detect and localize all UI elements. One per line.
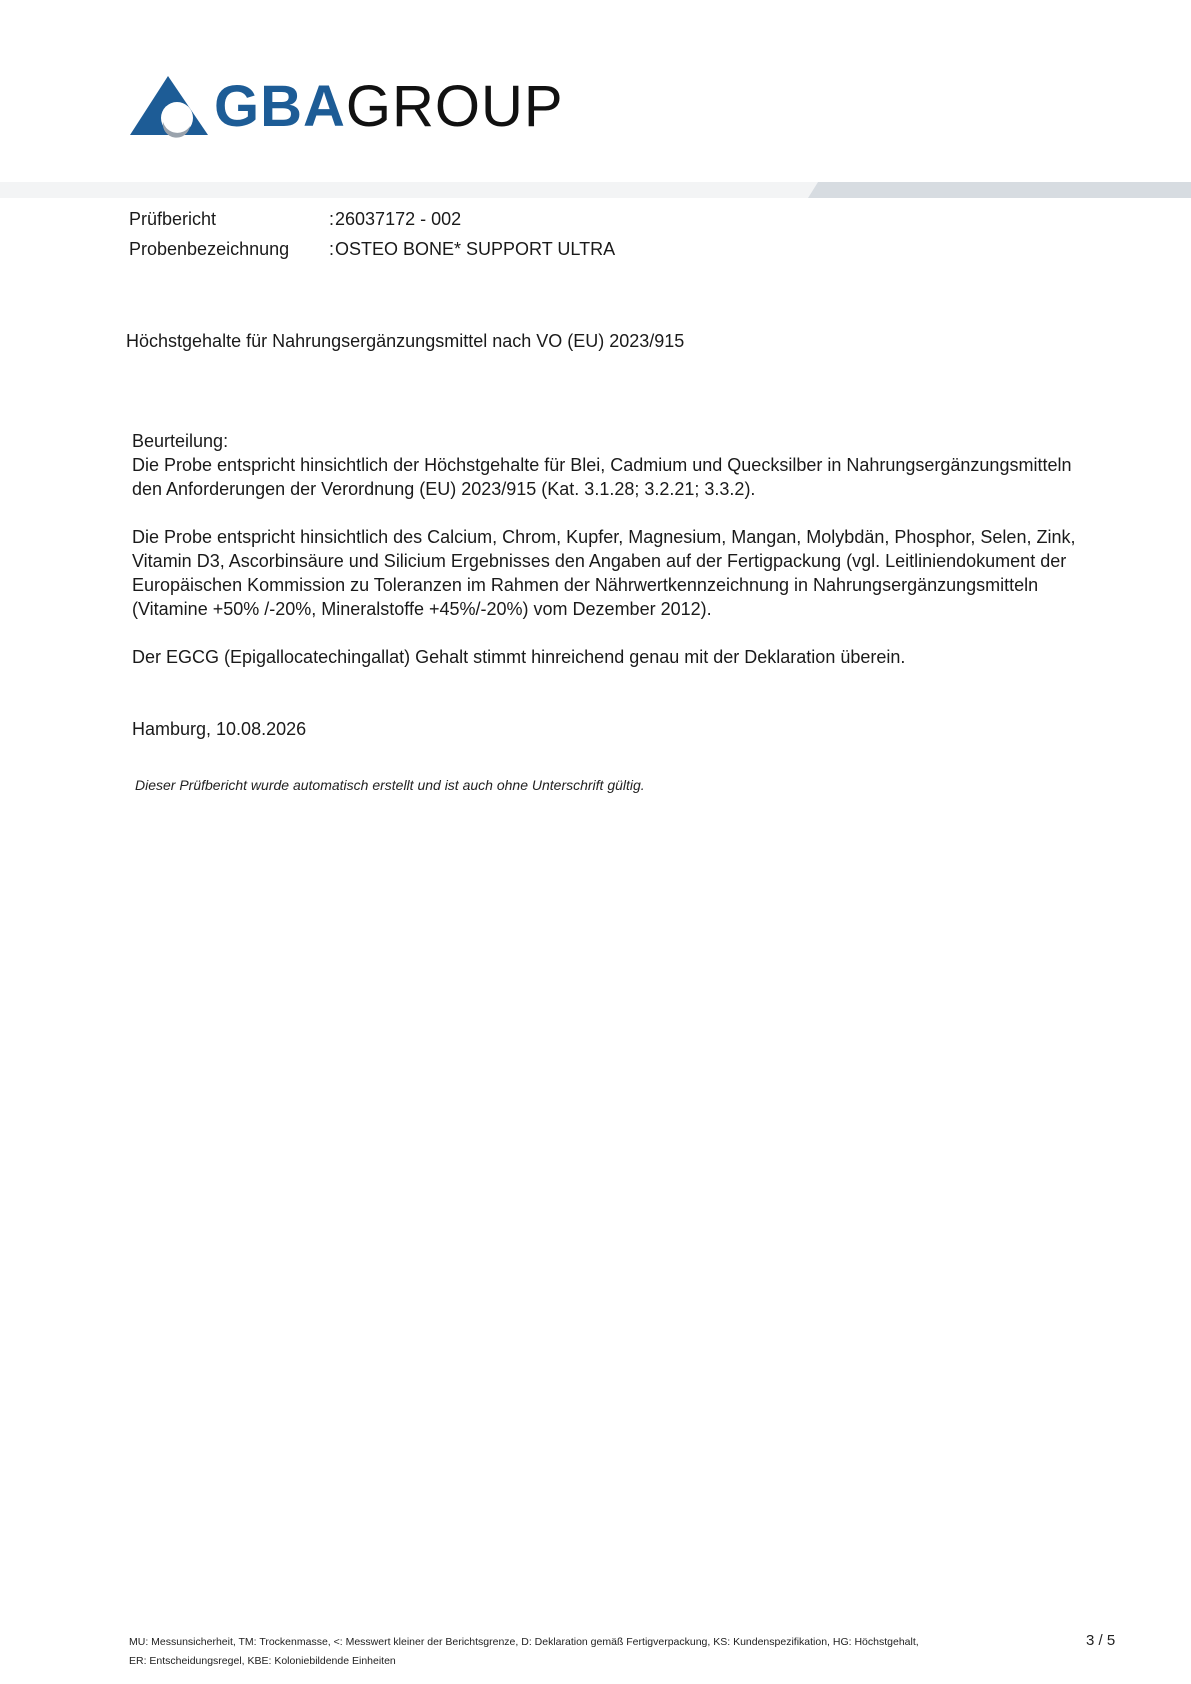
sample-name-colon: : (329, 239, 335, 259)
logo-text-gba: GBA (214, 74, 346, 139)
footer-legend-line-2: ER: Entscheidungsregel, KBE: Koloniebildende Einheiten (129, 1655, 396, 1667)
assessment-block (132, 429, 1092, 501)
footer-abbreviation-legend (129, 1633, 989, 1671)
report-number-colon: : (329, 209, 335, 229)
gba-logo-mark-icon (130, 76, 208, 138)
regulation-heading: Höchstgehalte für Nahrungsergänzungsmittel nach VO (EU) 2023/915 (126, 331, 685, 351)
assessment-paragraph-heavy-metals: Die Probe entspricht hinsichtlich der Höchstgehalte für Blei, Cadmium und Quecksilber in Nahrungsergänzungsmitteln den Anforderungen der Verordnung (EU) 2023/915 (Kat. 3.1.28; 3.2.21; 3.3.2). (132, 455, 1072, 499)
place-date: Hamburg, 10.08.2026 (132, 719, 307, 739)
sample-name-value (329, 239, 615, 260)
assessment-heading: Beurteilung: (132, 431, 229, 451)
logo-wordmark (214, 72, 564, 142)
footer-legend-line-1: MU: Messunsicherheit, TM: Trockenmasse, <: Messwert kleiner der Berichtsgrenze, D: Deklaration gemäß Fertigverpackung, KS: Kundenspezifikation, HG: Höchstgehalt, (129, 1636, 919, 1648)
sample-name-label: Probenbezeichnung (129, 239, 290, 259)
sample-name: OSTEO BONE* SUPPORT ULTRA (335, 239, 616, 259)
report-number: 26037172 - 002 (335, 209, 462, 229)
logo-text-group: GROUP (345, 74, 564, 139)
auto-generated-disclaimer: Dieser Prüfbericht wurde automatisch erstellt und ist auch ohne Unterschrift gültig. (135, 777, 645, 793)
page-number: 3 / 5 (1086, 1632, 1116, 1649)
report-number-value (329, 209, 461, 230)
gba-group-logo (130, 76, 570, 146)
assessment-paragraph-egcg: Der EGCG (Epigallocatechingallat) Gehalt stimmt hinreichend genau mit der Deklaration überein. (132, 647, 906, 667)
header-band (0, 182, 1191, 198)
assessment-paragraph-nutrients: Die Probe entspricht hinsichtlich des Calcium, Chrom, Kupfer, Magnesium, Mangan, Molybdän, Phosphor, Selen, Zink, Vitamin D3, Ascorbinsäure und Silicium Ergebnisses den Angaben auf der Fertigpackung (vgl. Leitliniendokument der Europäischen Kommission zu Toleranzen im Rahmen der Nährwertkennzeichnung in Nahrungsergänzungsmitteln (Vitamine +50% /-20%, Mineralstoffe +45%/-20%) vom Dezember 2012). (132, 527, 1076, 619)
report-number-label: Prüfbericht (129, 209, 217, 229)
